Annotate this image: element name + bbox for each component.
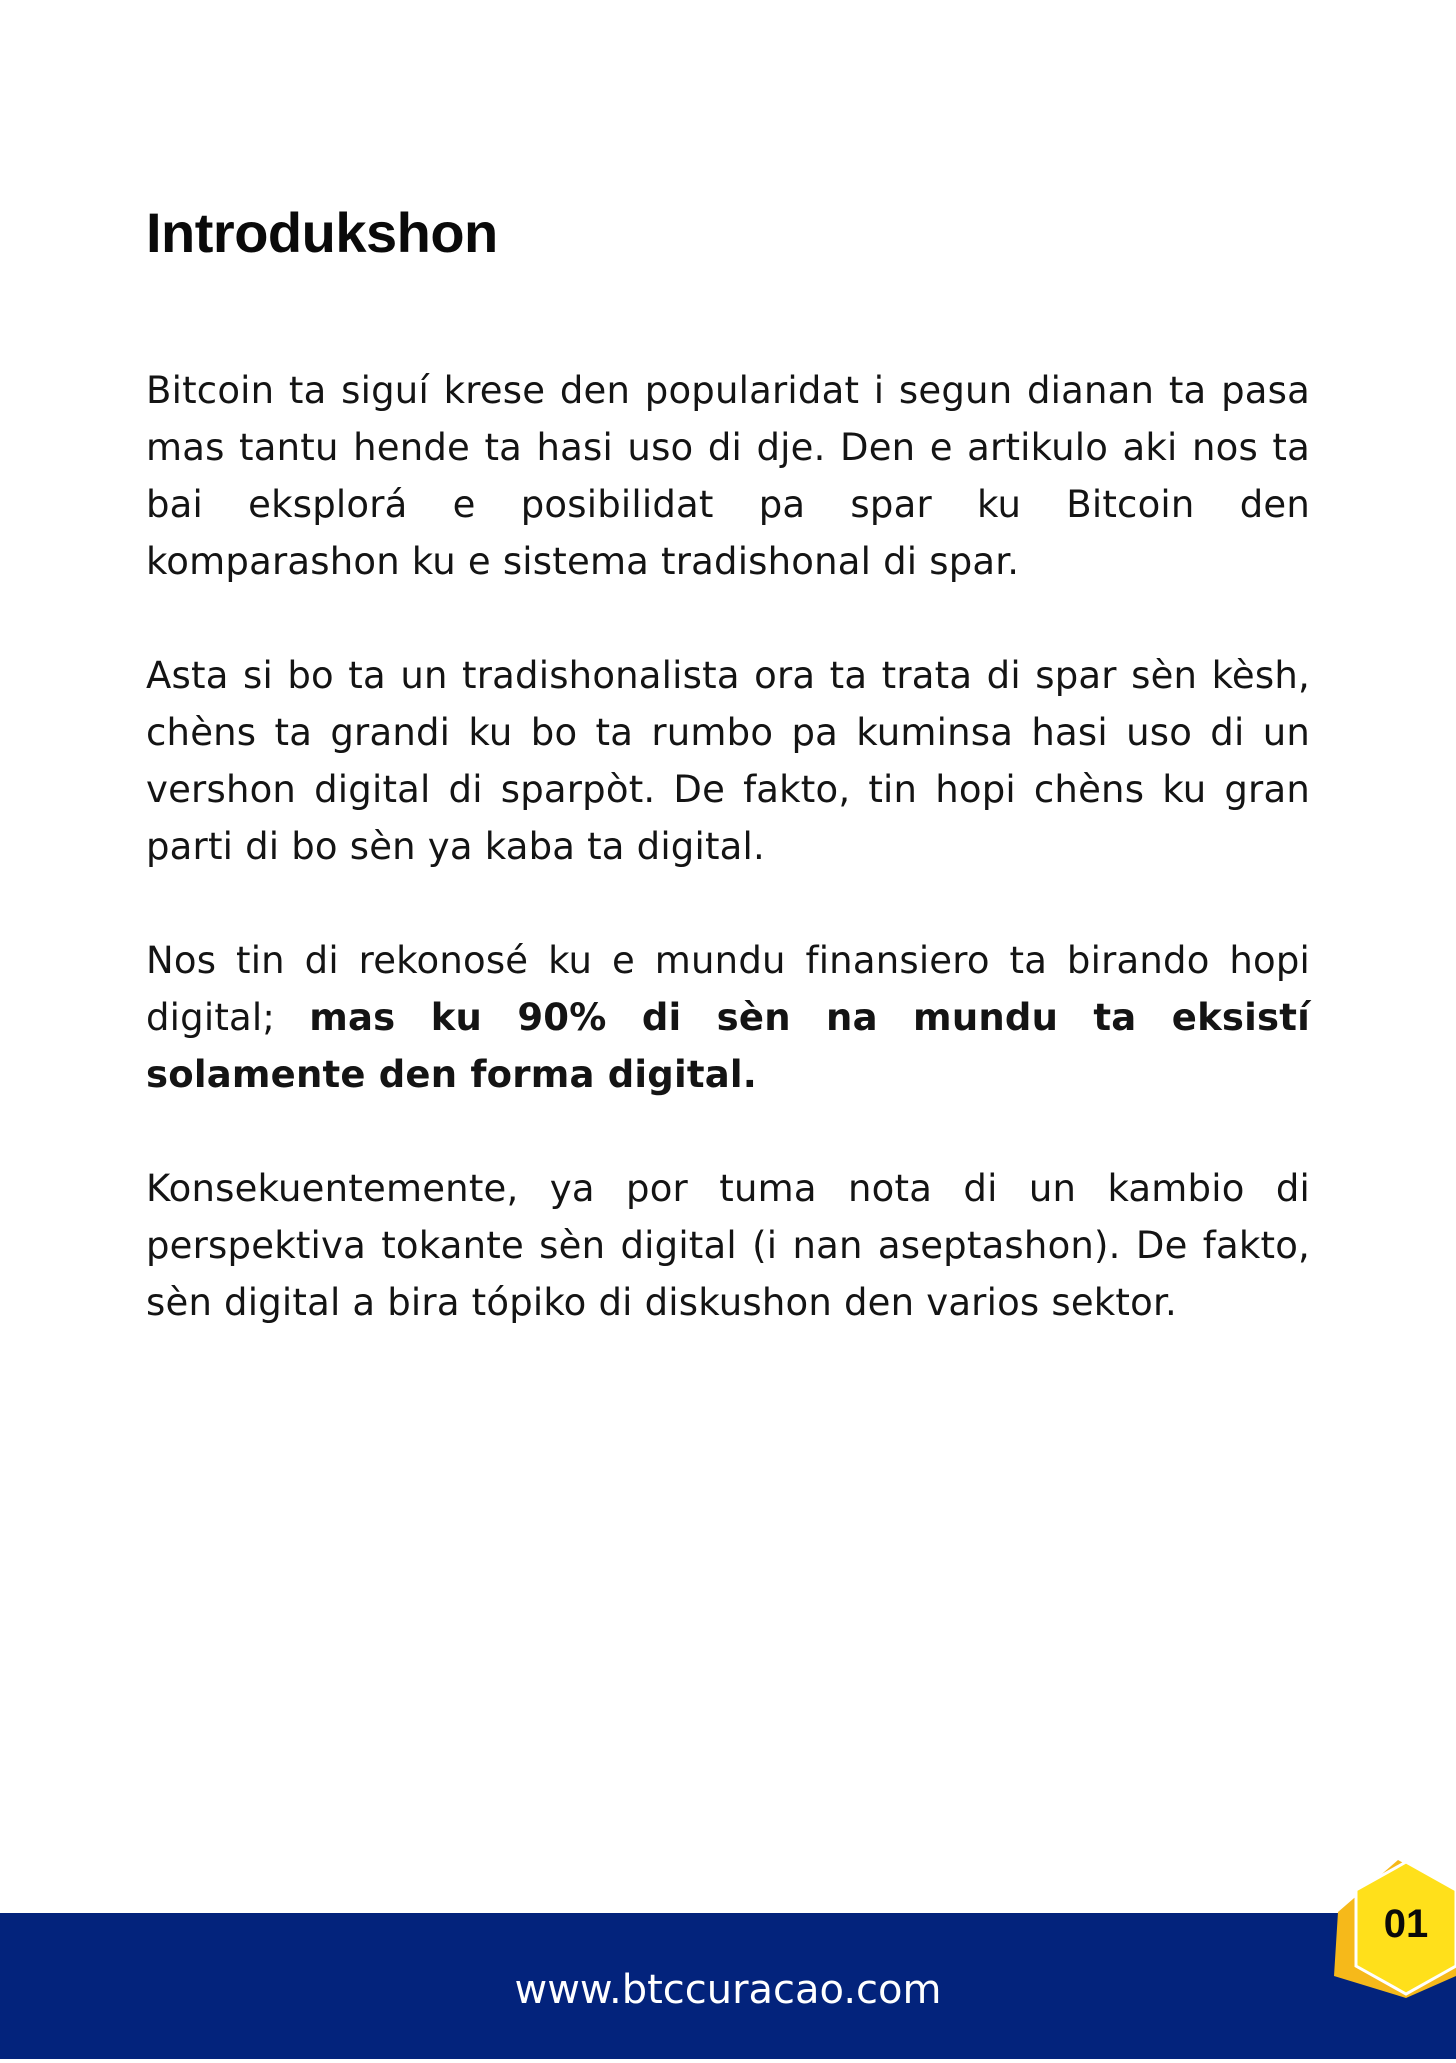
paragraph-3-text: Nos tin di rekonosé ku e mundu finansiero ta birando hopi digital; — [146, 939, 1310, 1039]
paragraph-1: Bitcoin ta siguí krese den popularidat i segun dianan ta pasa mas tantu hende ta hasi uso di dje. Den e artikulo aki nos ta bai eksplorá e posibilidat pa spar ku Bitcoin den komparashon ku e sistema tradishonal di spar. — [146, 369, 1310, 583]
paragraph-3-bold-text: mas ku 90% di sèn na mundu ta eksistí solamente den forma digital. — [146, 996, 1310, 1096]
page-number-badge — [1328, 1858, 1456, 1998]
footer-website-link[interactable]: www.btccuracao.com — [514, 1967, 942, 2013]
page-title: Introdukshon — [146, 201, 498, 264]
paragraph-2: Asta si bo ta un tradishonalista ora ta trata di spar sèn kèsh, chèns ta grandi ku bo ta rumbo pa kuminsa hasi uso di un vershon digital di sparpòt. De fakto, tin hopi chèns ku gran parti di bo sèn ya kaba ta digital. — [146, 654, 1310, 868]
article-body — [146, 362, 1310, 1388]
paragraph-4: Konsekuentemente, ya por tuma nota di un kambio di perspektiva tokante sèn digital (i nan aseptashon). De fakto, sèn digital a bira tópiko di diskushon den varios sektor. — [146, 1167, 1310, 1324]
page-number: 01 — [1383, 1902, 1429, 1946]
paragraph-3 — [146, 932, 1310, 1103]
footer-bar — [0, 1913, 1456, 2059]
